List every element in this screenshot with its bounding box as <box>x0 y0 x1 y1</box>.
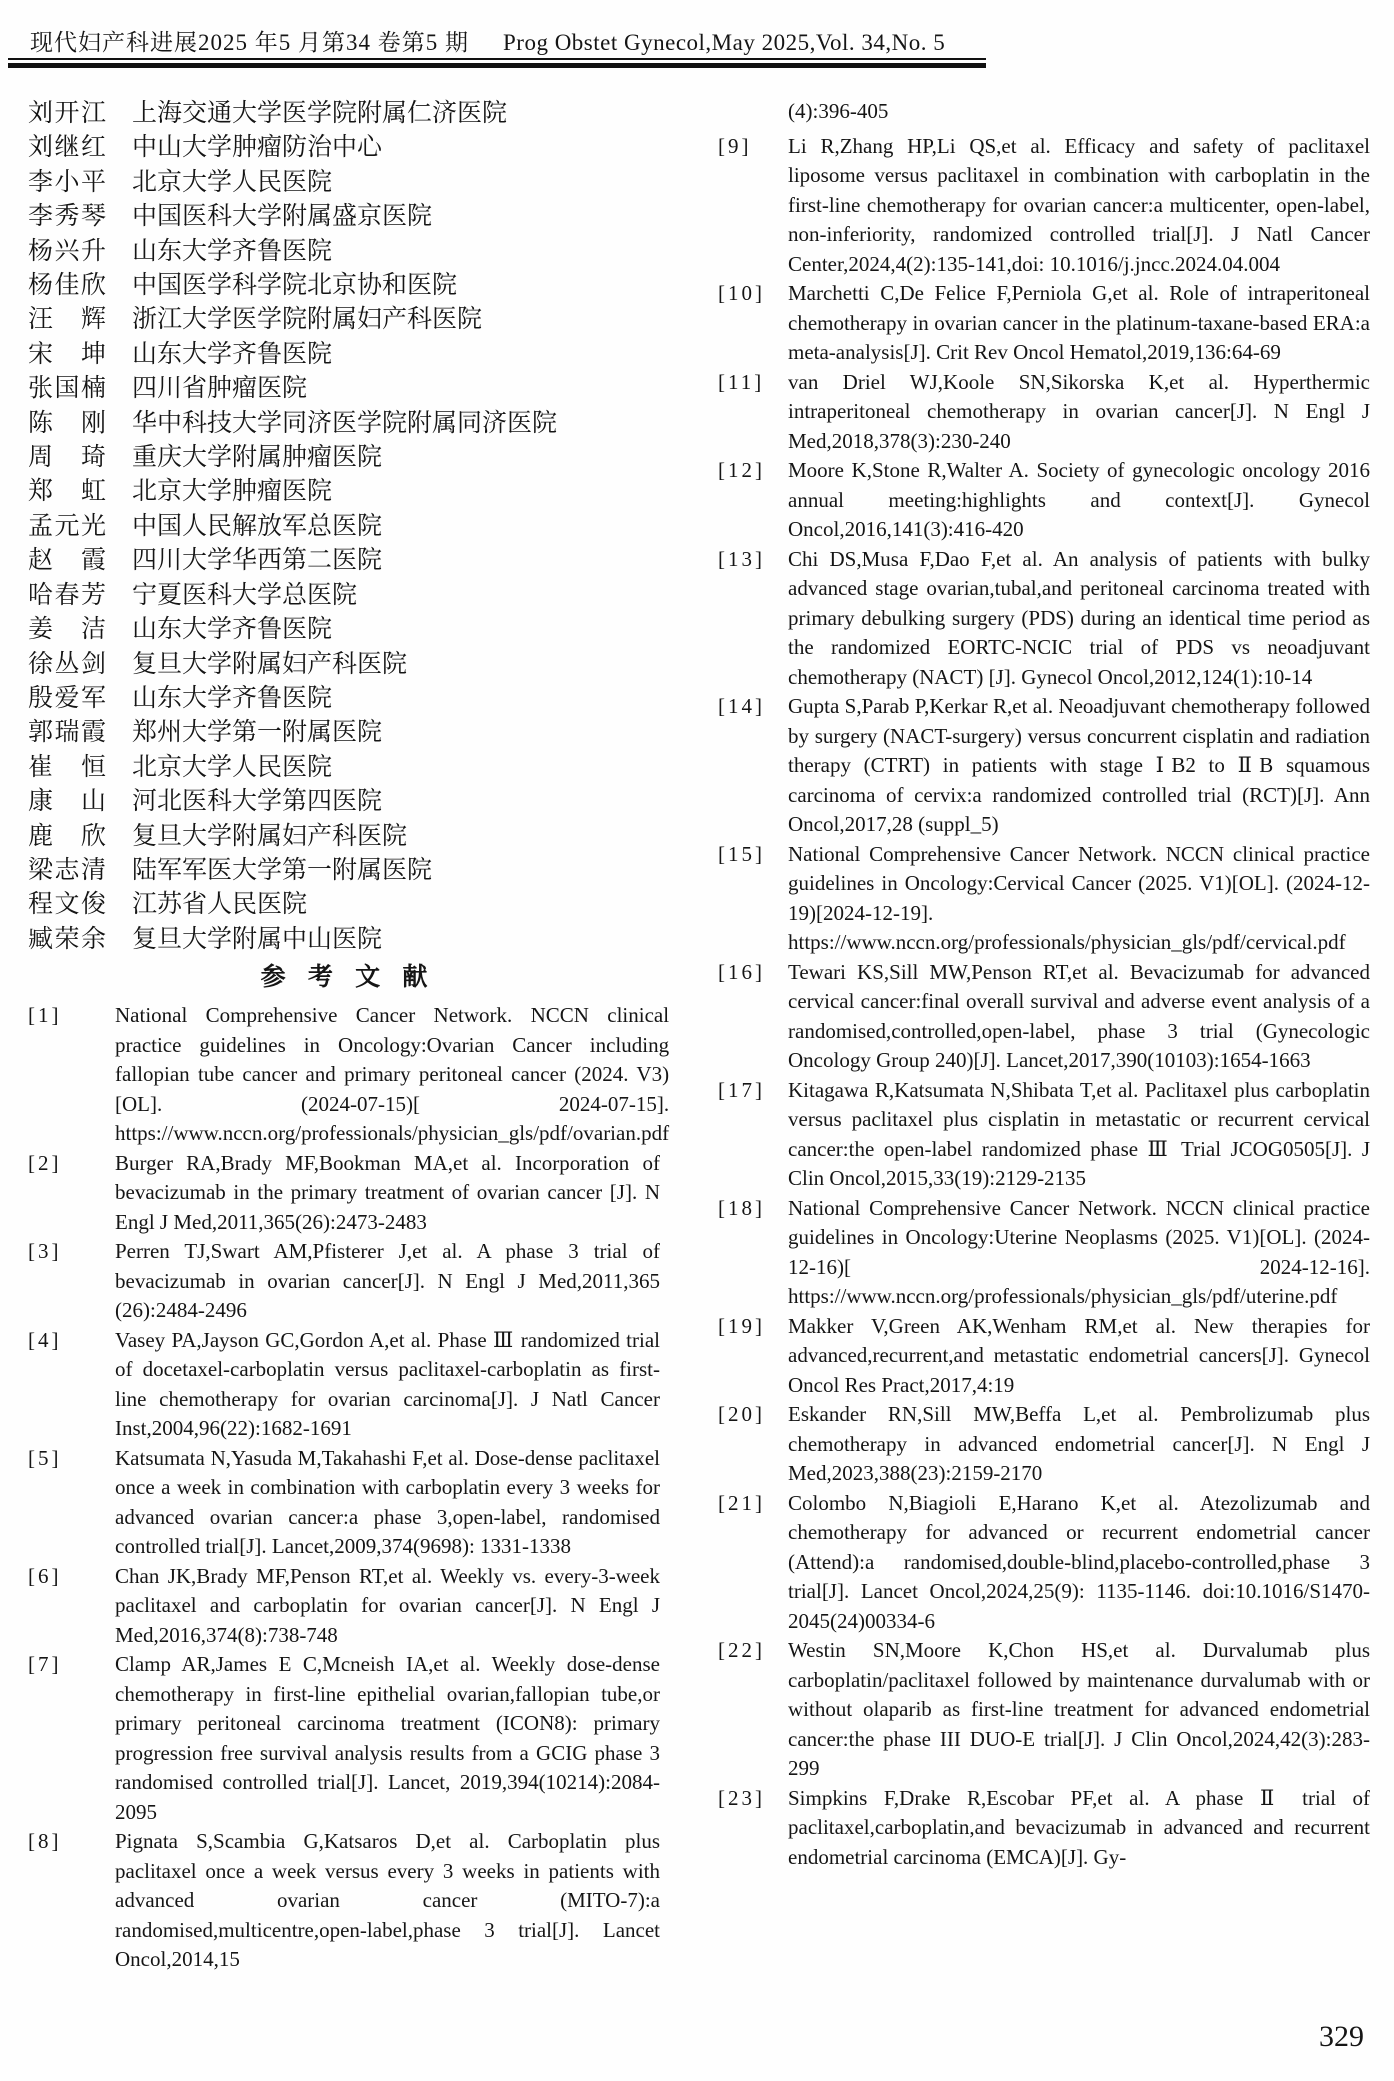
contributor-list <box>28 97 660 957</box>
contributor-name: 周琦 <box>28 444 106 472</box>
reference-text: van Driel WJ,Koole SN,Sikorska K,et al. Hyperthermic intraperitoneal chemotherapy in ovarian cancer[J]. N Engl J Med,2018,378(3):230-240 <box>788 369 1370 453</box>
contributor-name: 程文俊 <box>28 891 106 919</box>
contributor-name: 哈春芳 <box>28 581 106 609</box>
reference-text: National Comprehensive Cancer Network. NCCN clinical practice guidelines in Oncology:Uterine Neoplasms (2025. V1)[OL]. (2024-12-16)[ 2024-12-16]. https://www.nccn.org/professionals/physician_gls/pdf/uterine.pdf <box>788 1195 1370 1308</box>
contributor-affiliation: 中国医学科学院北京协和医院 <box>132 272 458 300</box>
reference-item <box>718 958 1370 1076</box>
journal-title-en: Prog Obstet Gynecol,May 2025,Vol. 34,No. 5 <box>503 30 946 55</box>
reference-text: Chan JK,Brady MF,Penson RT,et al. Weekly vs. every-3-week paclitaxel and carboplatin for ovarian cancer[J]. N Engl J Med,2016,374(8):738-748 <box>115 1563 660 1647</box>
contributor-row <box>28 923 660 957</box>
contributor-affiliation: 山东大学齐鲁医院 <box>132 340 333 368</box>
reference-item <box>718 1194 1370 1312</box>
reference-text: National Comprehensive Cancer Network. NCCN clinical practice guidelines in Oncology:Ovarian Cancer including fallopian tube cancer and primary peritoneal cancer (2024. V3)[OL]. (2024-07-15)[ 2024-07-15]. https://www.nccn.org/professionals/physician_gls/pdf/ovarian.pdf <box>115 1003 670 1146</box>
reference-text: Chi DS,Musa F,Dao F,et al. An analysis of patients with bulky advanced stage ovarian,tubal,and peritoneal carcinoma treated with primary debulking surgery (PDS) during an identical time period as the randomized EORTC-NCIC trial of PDS vs neoadjuvant chemotherapy (NACT) [J]. Gynecol Oncol,2012,124(1):10-14 <box>788 546 1370 689</box>
contributor-affiliation: 复旦大学附属中山医院 <box>132 925 383 953</box>
reference-text: National Comprehensive Cancer Network. NCCN clinical practice guidelines in Oncology:Cervical Cancer (2025. V1)[OL]. (2024-12-19)[2024-12-19]. https://www.nccn.org/professionals/physician_gls/pdf/cervical.pdf <box>788 841 1370 954</box>
contributor-row <box>28 166 660 200</box>
contributor-affiliation: 中国人民解放军总医院 <box>132 512 383 540</box>
reference-label: [7] <box>28 1652 62 1677</box>
reference-item <box>28 1149 660 1238</box>
reference-text: Pignata S,Scambia G,Katsaros D,et al. Carboplatin plus paclitaxel once a week versus every 3 weeks in patients with advanced ovarian cancer (MITO-7):a randomised,multicentre,open-label,phase 3 trial[J]. Lancet Oncol,2014,15 <box>115 1829 660 1972</box>
contributor-affiliation: 郑州大学第一附属医院 <box>132 719 383 747</box>
contributor-name: 汪辉 <box>28 306 106 334</box>
reference-item <box>718 279 1370 368</box>
reference-label: [21] <box>718 1490 765 1515</box>
reference-label: [5] <box>28 1445 62 1470</box>
contributor-name: 郭瑞霞 <box>28 719 106 747</box>
contributor-row <box>28 820 660 854</box>
contributor-affiliation: 浙江大学医学院附属妇产科医院 <box>132 306 483 334</box>
contributor-row <box>28 407 660 441</box>
reference-label: [6] <box>28 1563 62 1588</box>
contributor-row <box>28 682 660 716</box>
page-number: 329 <box>1319 2020 1364 2053</box>
reference-text: Perren TJ,Swart AM,Pfisterer J,et al. A phase 3 trial of bevacizumab in ovarian cancer[J]. N Engl J Med,2011,365 (26):2484-2496 <box>115 1239 660 1323</box>
contributor-name: 杨兴升 <box>28 237 106 265</box>
reference-label: [18] <box>718 1195 765 1220</box>
contributor-name: 殷爱军 <box>28 684 106 712</box>
contributor-row <box>28 854 660 888</box>
contributor-name: 梁志清 <box>28 856 106 884</box>
reference-label: [13] <box>718 546 765 571</box>
reference-item <box>28 1650 660 1827</box>
contributor-affiliation: 北京大学人民医院 <box>132 753 333 781</box>
contributor-affiliation: 陆军军医大学第一附属医院 <box>132 856 433 884</box>
reference-label: [3] <box>28 1239 62 1264</box>
reference-item <box>718 1312 1370 1401</box>
contributor-affiliation: 北京大学人民医院 <box>132 168 333 196</box>
reference-text: Kitagawa R,Katsumata N,Shibata T,et al. Paclitaxel plus carboplatin versus paclitaxel plus cisplatin in metastatic or recurrent cervical cancer:the open-label randomized phase Ⅲ Trial JCOG0505[J]. J Clin Oncol,2015,33(19):2129-2135 <box>788 1077 1370 1190</box>
reference-text: Makker V,Green AK,Wenham RM,et al. New therapies for advanced,recurrent,and metastatic endometrial cancers[J]. Gynecol Oncol Res Pract,2017,4:19 <box>788 1313 1370 1397</box>
contributor-affiliation: 山东大学齐鲁医院 <box>132 237 333 265</box>
reference-label: [4] <box>28 1327 62 1352</box>
contributor-row <box>28 579 660 613</box>
contributor-row <box>28 269 660 303</box>
reference-label: [8] <box>28 1829 62 1854</box>
contributor-affiliation: 复旦大学附属妇产科医院 <box>132 822 408 850</box>
contributor-affiliation: 四川大学华西第二医院 <box>132 547 383 575</box>
contributor-name: 张国楠 <box>28 375 106 403</box>
reference-label: [23] <box>718 1785 765 1810</box>
reference-label: [14] <box>718 694 765 718</box>
reference-label: [9] <box>718 133 752 158</box>
reference-text: Burger RA,Brady MF,Bookman MA,et al. Incorporation of bevacizumab in the primary treatment of ovarian cancer [J]. N Engl J Med,2011,365(26):2473-2483 <box>115 1150 660 1234</box>
reference-label: [20] <box>718 1402 765 1426</box>
reference-label: [1] <box>28 1003 62 1028</box>
contributor-row <box>28 475 660 509</box>
contributor-row <box>28 510 660 544</box>
contributor-name: 臧荣余 <box>28 925 106 953</box>
reference-item <box>718 1076 1370 1194</box>
contributor-name: 李小平 <box>28 168 106 196</box>
contributor-row <box>28 441 660 475</box>
contributor-row <box>28 544 660 578</box>
contributor-name: 康山 <box>28 788 106 816</box>
contributor-affiliation: 宁夏医科大学总医院 <box>132 581 358 609</box>
contributor-affiliation: 上海交通大学医学院附属仁济医院 <box>132 100 508 127</box>
reference-item <box>28 1444 660 1562</box>
contributor-row <box>28 888 660 922</box>
right-column <box>718 97 1370 1872</box>
contributor-name: 刘开江 <box>28 100 106 127</box>
reference-label: [22] <box>718 1638 765 1662</box>
contributor-affiliation: 山东大学齐鲁医院 <box>132 684 333 712</box>
reference-label: [19] <box>718 1313 765 1338</box>
references-heading: 参 考 文 献 <box>260 964 428 992</box>
contributor-row <box>28 785 660 819</box>
page-header <box>30 24 980 57</box>
reference-text: Tewari KS,Sill MW,Penson RT,et al. Bevacizumab for advanced cervical cancer:final overall survival and adverse event analysis of a randomised,controlled,open-label, phase 3 trial (Gynecologic Oncology Group 240)[J]. Lancet,2017,390(10103):1654-1663 <box>788 959 1370 1072</box>
contributor-row <box>28 648 660 682</box>
contributor-name: 刘继红 <box>28 134 106 162</box>
reference-item <box>718 1784 1370 1873</box>
references-list-right <box>718 132 1370 1873</box>
contributor-row <box>28 751 660 785</box>
contributor-affiliation: 中国医科大学附属盛京医院 <box>132 203 433 231</box>
reference-text: Katsumata N,Yasuda M,Takahashi F,et al. Dose-dense paclitaxel once a week in combination with carboplatin every 3 weeks for advanced ovarian cancer:a phase 3,open-label, randomised controlled trial[J]. Lancet,2009,374(9698): 1331-1338 <box>115 1445 660 1559</box>
contributor-name: 郑虹 <box>28 478 106 506</box>
contributor-row <box>28 303 660 337</box>
contributor-name: 崔恒 <box>28 753 106 781</box>
contributor-name: 赵霞 <box>28 547 106 575</box>
reference-label: [16] <box>718 959 765 984</box>
contributor-name: 陈刚 <box>28 409 106 437</box>
contributor-row <box>28 372 660 406</box>
reference-item <box>28 1001 670 1149</box>
contributor-row <box>28 97 660 131</box>
contributor-affiliation: 四川省肿瘤医院 <box>132 375 308 403</box>
reference-item <box>718 1489 1370 1637</box>
reference-carryover-spacer <box>718 97 788 127</box>
reference-label: [2] <box>28 1150 62 1175</box>
reference-text: Moore K,Stone R,Walter A. Society of gynecologic oncology 2016 annual meeting:highlights and context[J]. Gynecol Oncol,2016,141(3):416-420 <box>788 458 1370 541</box>
reference-label: [11] <box>718 369 765 394</box>
contributor-name: 宋坤 <box>28 340 106 368</box>
contributor-row <box>28 338 660 372</box>
reference-text: Gupta S,Parab P,Kerkar R,et al. Neoadjuvant chemotherapy followed by surgery (NACT-surgery) versus concurrent cisplatin and radiation therapy (CTRT) in patients with stage ⅠB2 to ⅡB squamous carcinoma of cervix:a randomized controlled trial (RCT)[J]. Ann Oncol,2017,28 (suppl_5) <box>788 694 1370 836</box>
reference-label: [12] <box>718 458 765 482</box>
reference-carryover-text: (4):396-405 <box>788 99 889 123</box>
left-column <box>28 97 670 1975</box>
reference-label: [10] <box>718 281 765 305</box>
reference-item <box>718 456 1370 545</box>
reference-text: Simpkins F,Drake R,Escobar PF,et al. A phase Ⅱ trial of paclitaxel,carboplatin,and bevacizumab in advanced and recurrent endometrial carcinoma (EMCA)[J]. Gy- <box>788 1785 1370 1869</box>
reference-text: Vasey PA,Jayson GC,Gordon A,et al. Phase Ⅲ randomized trial of docetaxel-carboplatin versus paclitaxel-carboplatin as first-line chemotherapy for ovarian carcinoma[J]. J Natl Cancer Inst,2004,96(22):1682-1691 <box>115 1327 660 1441</box>
contributor-row <box>28 200 660 234</box>
contributor-affiliation: 山东大学齐鲁医院 <box>132 616 333 644</box>
reference-item <box>718 1400 1370 1489</box>
reference-item <box>28 1237 660 1326</box>
reference-text: Eskander RN,Sill MW,Beffa L,et al. Pembrolizumab plus chemotherapy in advanced endometrial cancer[J]. N Engl J Med,2023,388(23):2159-2170 <box>788 1402 1370 1485</box>
reference-item <box>718 692 1370 840</box>
contributor-name: 鹿欣 <box>28 822 106 850</box>
reference-text: Li R,Zhang HP,Li QS,et al. Efficacy and safety of paclitaxel liposome versus paclitaxel in combination with carboplatin in the first-line chemotherapy for ovarian cancer:a multicenter, open-label, non-inferiority, randomized controlled trial[J]. J Natl Cancer Center,2024,4(2):135-141,doi: 10.1016/j.jncc.2024.04.004 <box>788 133 1370 276</box>
contributor-affiliation: 北京大学肿瘤医院 <box>132 478 333 506</box>
contributor-affiliation: 江苏省人民医院 <box>132 891 308 919</box>
contributor-name: 杨佳欣 <box>28 272 106 300</box>
references-list-left <box>28 1001 670 1975</box>
reference-item <box>718 368 1370 457</box>
contributor-affiliation: 中山大学肿瘤防治中心 <box>132 134 383 162</box>
contributor-name: 李秀琴 <box>28 203 106 231</box>
header-rule-thick <box>8 63 986 68</box>
reference-item <box>28 1326 660 1444</box>
reference-item <box>718 545 1370 693</box>
reference-label: [15] <box>718 841 765 866</box>
contributor-name: 姜洁 <box>28 616 106 644</box>
contributor-row <box>28 716 660 750</box>
reference-item <box>718 840 1370 958</box>
reference-item <box>718 1636 1370 1784</box>
header-rule-thin <box>8 58 986 60</box>
contributor-affiliation: 重庆大学附属肿瘤医院 <box>132 444 383 472</box>
contributor-row <box>28 235 660 269</box>
reference-text: Westin SN,Moore K,Chon HS,et al. Durvalumab plus carboplatin/paclitaxel followed by maintenance durvalumab with or without olaparib as first-line treatment for advanced endometrial cancer:the phase III DUO-E trial[J]. J Clin Oncol,2024,42(3):283-299 <box>788 1638 1370 1780</box>
reference-item <box>28 1562 660 1651</box>
reference-item <box>28 1827 660 1975</box>
journal-title-cn: 现代妇产科进展2025 年5 月第34 卷第5 期 <box>30 30 469 55</box>
reference-text: Colombo N,Biagioli E,Harano K,et al. Atezolizumab and chemotherapy for advanced or recurrent endometrial cancer (Attend):a randomised,double-blind,placebo-controlled,phase 3 trial[J]. Lancet Oncol,2024,25(9): 1135-1146. doi:10.1016/S1470-2045(24)00334-6 <box>788 1490 1370 1633</box>
contributor-affiliation: 华中科技大学同济医学院附属同济医院 <box>132 409 558 437</box>
reference-text: Clamp AR,James E C,Mcneish IA,et al. Weekly dose-dense chemotherapy in first-line epithelial ovarian,fallopian tube,or primary peritoneal carcinoma treatment (ICON8): primary progression free survival analysis results from a GCIG phase 3 randomised controlled trial[J]. Lancet, 2019,394(10214):2084-2095 <box>115 1652 660 1824</box>
reference-label: [17] <box>718 1077 765 1102</box>
contributor-row <box>28 131 660 165</box>
contributor-row <box>28 613 660 647</box>
reference-item <box>718 132 1370 280</box>
contributor-affiliation: 复旦大学附属妇产科医院 <box>132 650 408 678</box>
contributor-affiliation: 河北医科大学第四医院 <box>132 788 383 816</box>
contributor-name: 徐丛剑 <box>28 650 106 678</box>
contributor-name: 孟元光 <box>28 512 106 540</box>
reference-carryover-row <box>718 97 1370 127</box>
reference-text: Marchetti C,De Felice F,Perniola G,et al. Role of intraperitoneal chemotherapy in ovarian cancer in the platinum-taxane-based ERA:a meta-analysis[J]. Crit Rev Oncol Hematol,2019,136:64-69 <box>788 281 1370 364</box>
